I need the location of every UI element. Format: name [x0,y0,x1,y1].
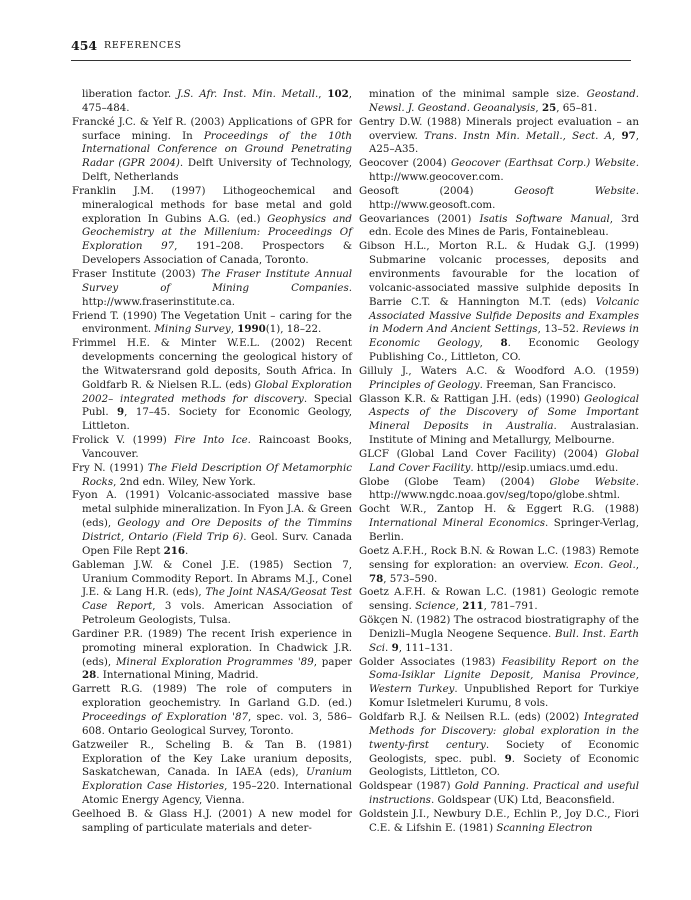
reference-entry: GLCF (Global Land Cover Facility) (2004) Global Land Cover Facility. http//esip.umiacs.umd.edu. [359,447,639,474]
reference-entry: Gökçen N. (1982) The ostracod biostratigraphy of the Denizli–Mugla Neogene Sequence. Bull. Inst. Earth Sci. 9, 111–131. [359,614,640,654]
reference-entry: Gilluly J., Waters A.C. & Woodford A.O. (1959) Principles of Geology. Freeman, San Francisco. [359,364,639,391]
page-number: 454 [71,38,98,53]
reference-entry: Goldspear (1987) Gold Panning. Practical and useful instructions. Goldspear (UK) Ltd, Beaconsfield. [359,780,639,807]
reference-entry: Gibson H.L., Morton R.L. & Hudak G.J. (1999) Submarine volcanic processes, deposits and environments favourable for the location of volcanic-associated massive sulphide deposits In Barrie C.T. & Hannington M.T. (eds) Volcanic Associated Massive Sulfide Deposits and Examples in Modern And Ancient Settings, 13–52. Reviews in Economic Geology, 8. Economic Geology Publishing Co., Littleton, CO. [359,240,640,364]
reference-entry: Fyon A. (1991) Volcanic-associated massive base metal sulphide mineralization. In Fyon J.A. & Green (eds), Geology and Ore Deposits of the Timmins District, Ontario (Field Trip 6). Geol. Surv. Canada Open File Rept 216. [72,489,352,557]
reference-entry: mination of the minimal sample size. Geostand. Newsl. J. Geostand. Geoanalysis, 25, 65–81. [369,88,639,114]
reference-entry: Gocht W.R., Zantop H. & Eggert R.G. (1988) International Mineral Economics. Springer-Verlag, Berlin. [359,503,639,543]
reference-entry: Goldstein J.I., Newbury D.E., Echlin P., Joy D.C., Fiori C.E. & Lifshin E. (1981) Scanning Electron [359,807,639,834]
left-column [72,88,352,836]
reference-entry: Goldfarb R.J. & Neilsen R.L. (eds) (2002) Integrated Methods for Discovery: global exploration in the twenty-first century. Society of Economic Geologists, spec. publ. 9. Society of Economic Geologists, Littleton, CO. [359,710,639,779]
reference-entry: Gentry D.W. (1988) Minerals project evaluation – an overview. Trans. Instn Min. Metall., Sect. A, 97, A25–A35. [359,115,639,156]
reference-entry: Frimmel H.E. & Minter W.E.L. (2002) Recent developments concerning the geological history of the Witwatersrand gold deposits, South Africa. In Goldfarb R. & Nielsen R.L. (eds) Global Exploration 2002– integrated methods for discovery. Special Publ. 9, 17–45. Society for Economic Geology, Littleton. [72,337,352,433]
reference-entry: Fry N. (1991) The Field Description Of Metamorphic Rocks, 2nd edn. Wiley, New York. [72,461,352,488]
reference-entry: Frolick V. (1999) Fire Into Ice. Raincoast Books, Vancouver. [72,434,353,460]
reference-entry: Fraser Institute (2003) The Fraser Institute Annual Survey of Mining Companies. http://www.fraserinstitute.ca. [72,267,353,308]
reference-entry: Garrett R.G. (1989) The role of computers in exploration geochemistry. In Garland G.D. (ed.) Proceedings of Exploration '87, spec. vol. 3, 586–608. Ontario Geological Survey, Toronto. [72,683,352,737]
reference-entry: Gableman J.W. & Conel J.E. (1985) Section 7, Uranium Commodity Report. In Abrams M.J., Conel J.E. & Lang H.R. (eds), The Joint NASA/Geosat Test Case Report, 3 vols. American Association of Petroleum Geologists, Tulsa. [72,558,352,627]
reference-entry: Geelhoed B. & Glass H.J. (2001) A new model for sampling of particulate materials and deter- [72,807,352,834]
reference-entry: Geocover (2004) Geocover (Earthsat Corp.) Website. http://www.geocover.com. [359,157,639,184]
running-header-title: REFERENCES [104,40,182,51]
reference-entry: Gatzweiler R., Scheling B. & Tan B. (1981) Exploration of the Key Lake uranium deposits, Saskatchewan, Canada. In IAEA (eds), Uranium Exploration Case Histories, 195–220. International Atomic Energy Agency, Vienna. [72,738,352,807]
reference-entry: Francké J.C. & Yelf R. (2003) Applications of GPR for surface mining. In Proceedings of the 10th International Conference on Ground Penetrating Radar (GPR 2004). Delft University of Technology, Delft, Netherlands [72,115,352,184]
reference-entry: Goetz A.F.H. & Rowan L.C. (1981) Geologic remote sensing. Science, 211, 781–791. [359,586,639,613]
reference-entry: Globe (Globe Team) (2004) Globe Website. http://www.ngdc.noaa.gov/seg/topo/globe.shtml. [359,475,639,502]
reference-entry: Franklin J.M. (1997) Lithogeochemical and mineralogical methods for base metal and gold exploration In Gubins A.G. (ed.) Geophysics and Geochemistry at the Millenium: Proceedings Of Exploration 97, 191–208. Prospectors & Developers Association of Canada, Toronto. [72,184,352,267]
right-column [359,88,639,836]
reference-entry: Geovariances (2001) Isatis Software Manual, 3rd edn. Ecole des Mines de Paris, Fontainebleau. [359,212,640,239]
reference-entry: Golder Associates (1983) Feasibility Report on the Soma-Isiklar Lignite Deposit, Manisa Province, Western Turkey. Unpublished Report for Turkiye Komur Isletmeleri Kurumu, 8 vols. [359,655,639,710]
header-rule [71,60,631,61]
reference-entry: Gardiner P.R. (1989) The recent Irish experience in promoting mineral exploration. In Chadwick J.R. (eds), Mineral Exploration Programmes '89, paper 28. International Mining, Madrid. [72,627,353,682]
page-header [71,38,631,58]
reference-entry: Geosoft (2004) Geosoft Website. http://www.geosoft.com. [359,184,639,211]
reference-entry: Glasson K.R. & Rattigan J.H. (eds) (1990) Geological Aspects of the Discovery of Some Important Mineral Deposits in Australia. Australasian. Institute of Mining and Metallurgy, Melbourne. [359,392,639,447]
reference-entry: Goetz A.F.H., Rock B.N. & Rowan L.C. (1983) Remote sensing for exploration: an overview. Econ. Geol., 78, 573–590. [359,544,639,585]
reference-entry: liberation factor. J.S. Afr. Inst. Min. Metall., 102, 475–484. [82,88,352,114]
reference-entry: Friend T. (1990) The Vegetation Unit – caring for the environment. Mining Survey, 1990(1), 18–22. [72,309,352,336]
